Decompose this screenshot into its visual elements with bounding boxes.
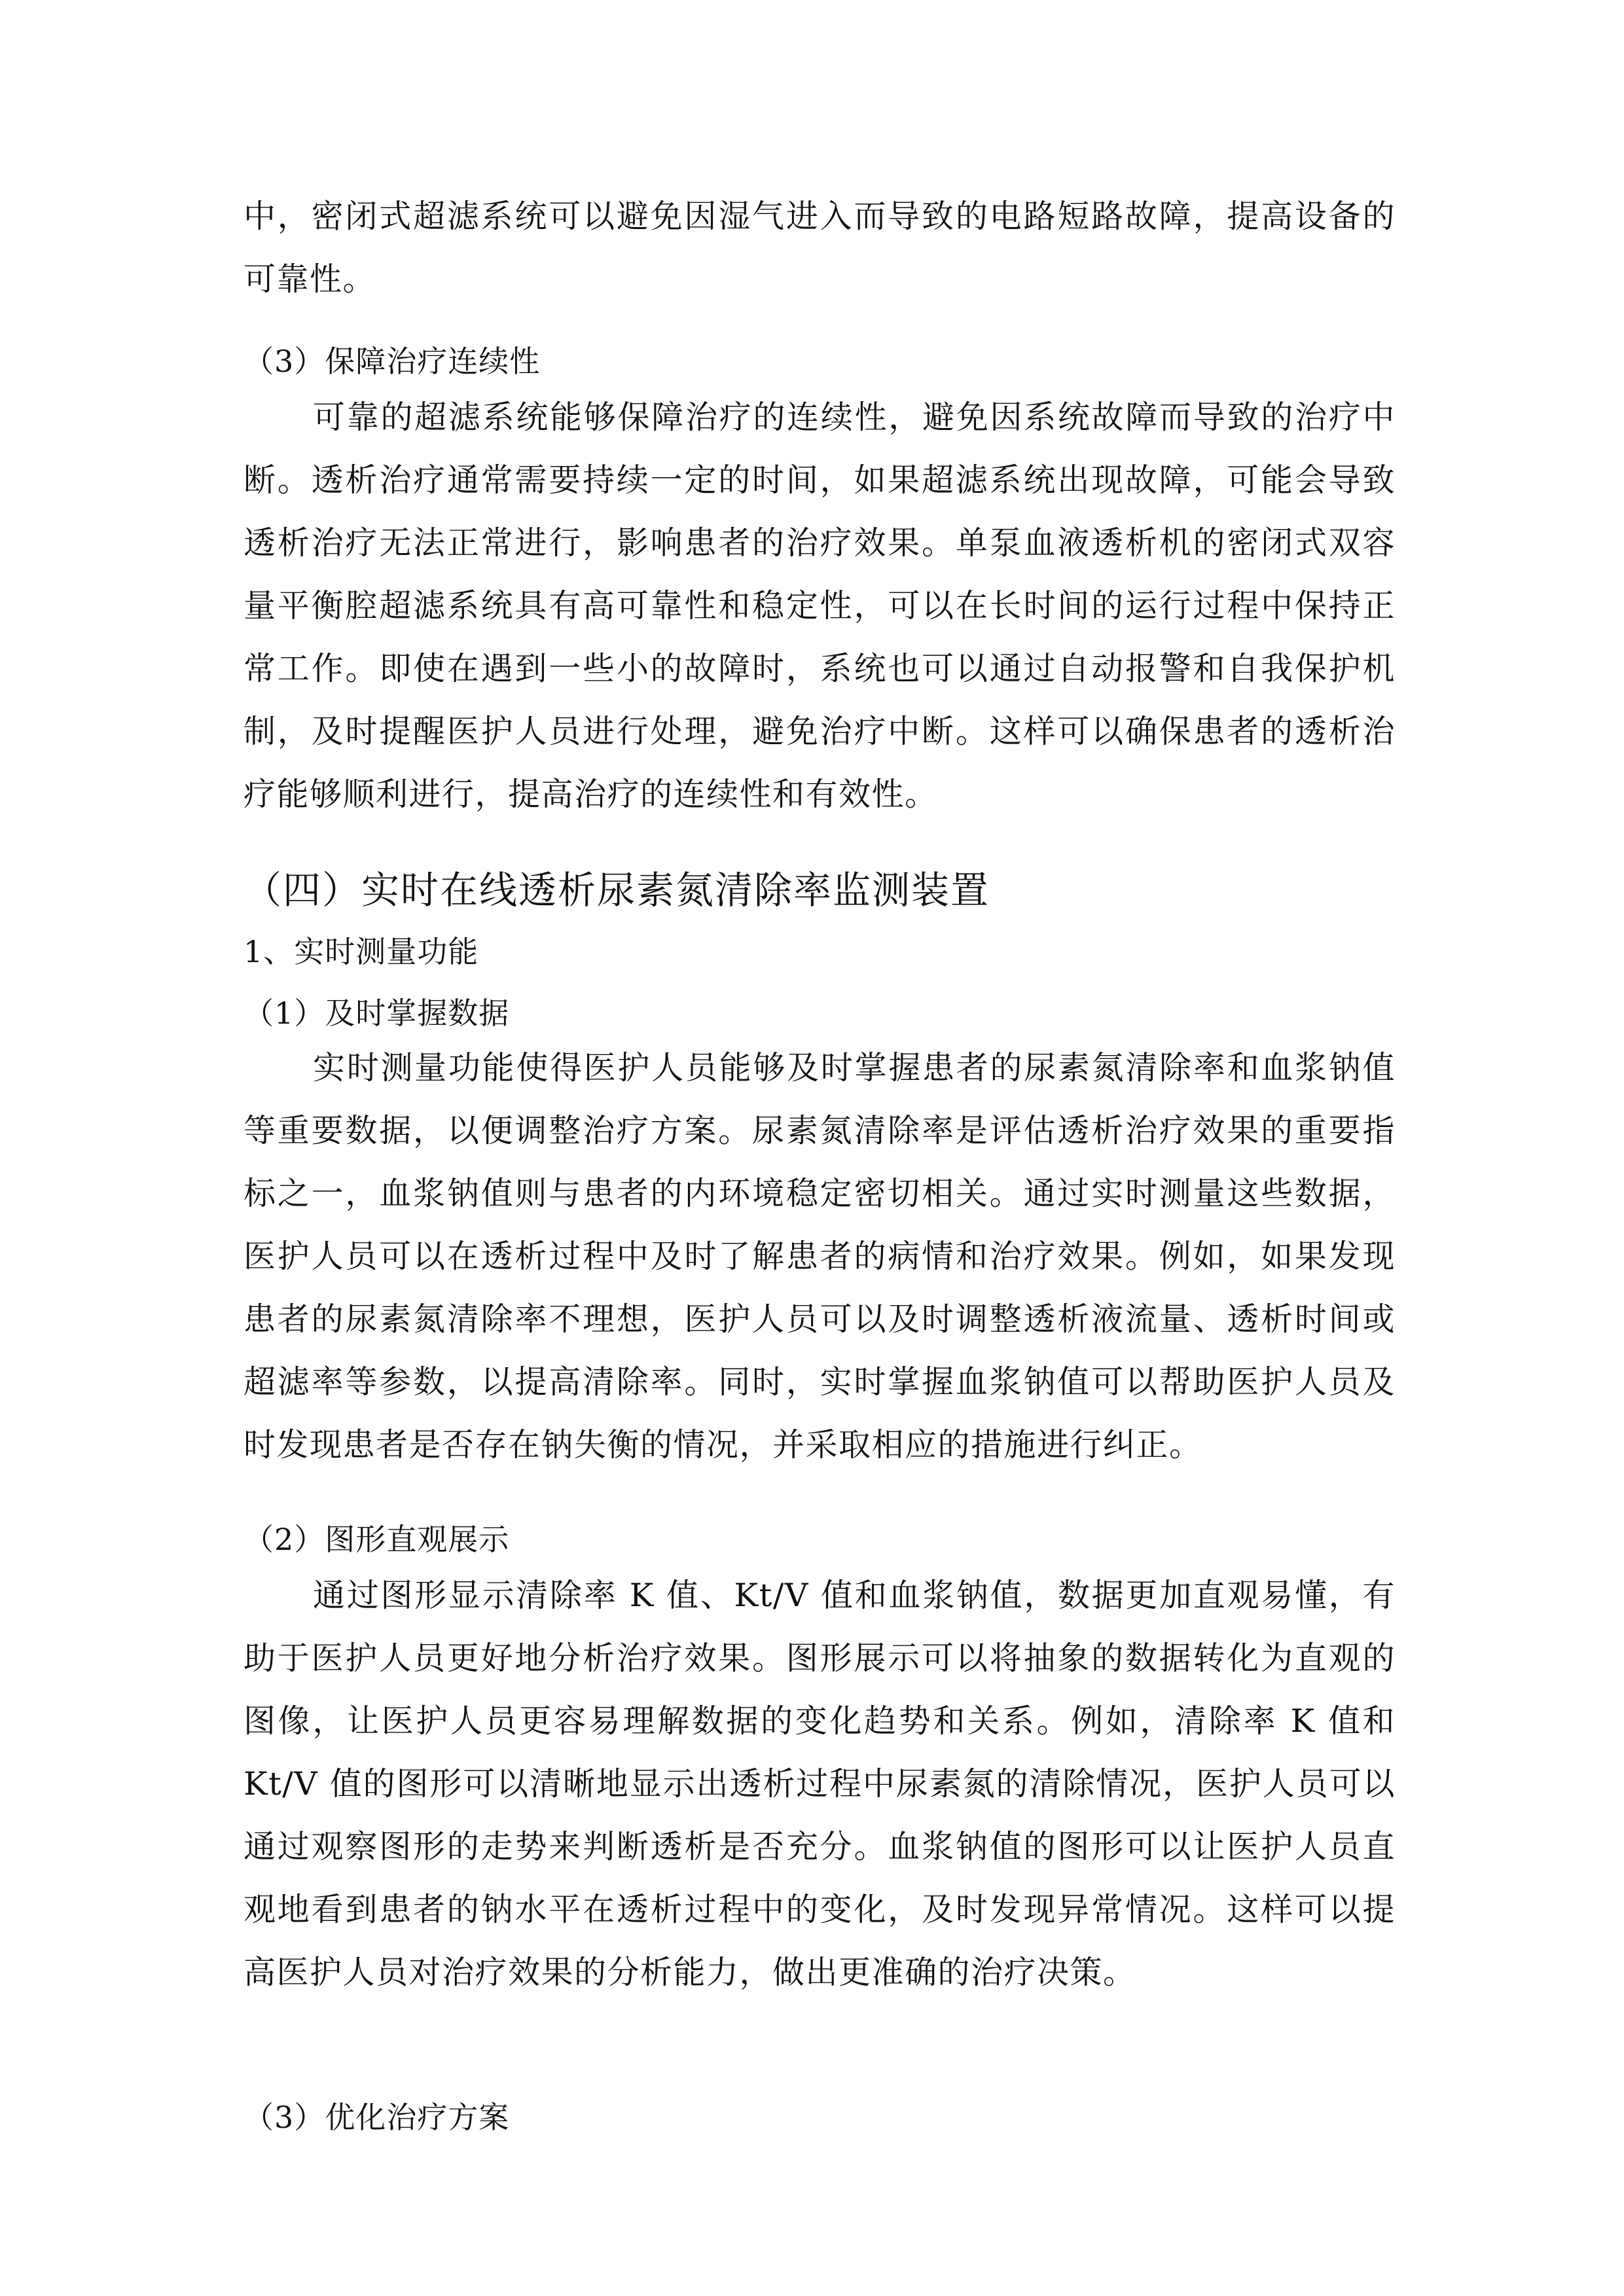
subheading-graphic-display: （2）图形直观展示: [244, 1522, 510, 1557]
subheading-continuity: （3）保障治疗连续性: [244, 344, 541, 379]
paragraph-timely-data: 实时测量功能使得医护人员能够及时掌握患者的尿素氮清除率和血浆钠值等重要数据，以便调整治疗方案。尿素氮清除率是评估透析治疗效果的重要指标之一，血浆钠值则与患者的内环境稳定密切相关。通过实时测量这些数据，医护人员可以在透析过程中及时了解患者的病情和治疗效果。例如，如果发现患者的尿素氮清除率不理想，医护人员可以及时调整透析液流量、透析时间或超滤率等参数，以提高清除率。同时，实时掌握血浆钠值可以帮助医护人员及时发现患者是否存在钠失衡的情况，并采取相应的措施进行纠正。: [244, 1049, 1396, 1463]
subheading-optimize-plan: （3）优化治疗方案: [244, 2100, 510, 2135]
subheading-timely-data: （1）及时掌握数据: [244, 996, 510, 1031]
paragraph-graphic-display: 通过图形显示清除率 K 值、Kt/V 值和血浆钠值，数据更加直观易懂，有助于医护人员更好地分析治疗效果。图形展示可以将抽象的数据转化为直观的图像，让医护人员更容易理解数据的变化趋势和关系。例如，清除率 K 值和 Kt/V 值的图形可以清晰地显示出透析过程中尿素氮的清除情况，医护人员可以通过观察图形的走势来判断透析是否充分。血浆钠值的图形可以让医护人员直观地看到患者的钠水平在透析过程中的变化，及时发现异常情况。这样可以提高医护人员对治疗效果的分析能力，做出更准确的治疗决策。: [244, 1577, 1396, 1991]
item-heading-realtime: 1、实时测量功能: [244, 934, 479, 969]
paragraph-continuity: 可靠的超滤系统能够保障治疗的连续性，避免因系统故障而导致的治疗中断。透析治疗通常需要持续一定的时间，如果超滤系统出现故障，可能会导致透析治疗无法正常进行，影响患者的治疗效果。单泵血液透析机的密闭式双容量平衡腔超滤系统具有高可靠性和稳定性，可以在长时间的运行过程中保持正常工作。即使在遇到一些小的故障时，系统也可以通过自动报警和自我保护机制，及时提醒医护人员进行处理，避免治疗中断。这样可以确保患者的透析治疗能够顺利进行，提高治疗的连续性和有效性。: [244, 399, 1396, 813]
section-heading-four: （四）实时在线透析尿素氮清除率监测装置: [244, 868, 990, 912]
continued-paragraph: 中，密闭式超滤系统可以避免因湿气进入而导致的电路短路故障，提高设备的可靠性。: [244, 198, 1396, 298]
